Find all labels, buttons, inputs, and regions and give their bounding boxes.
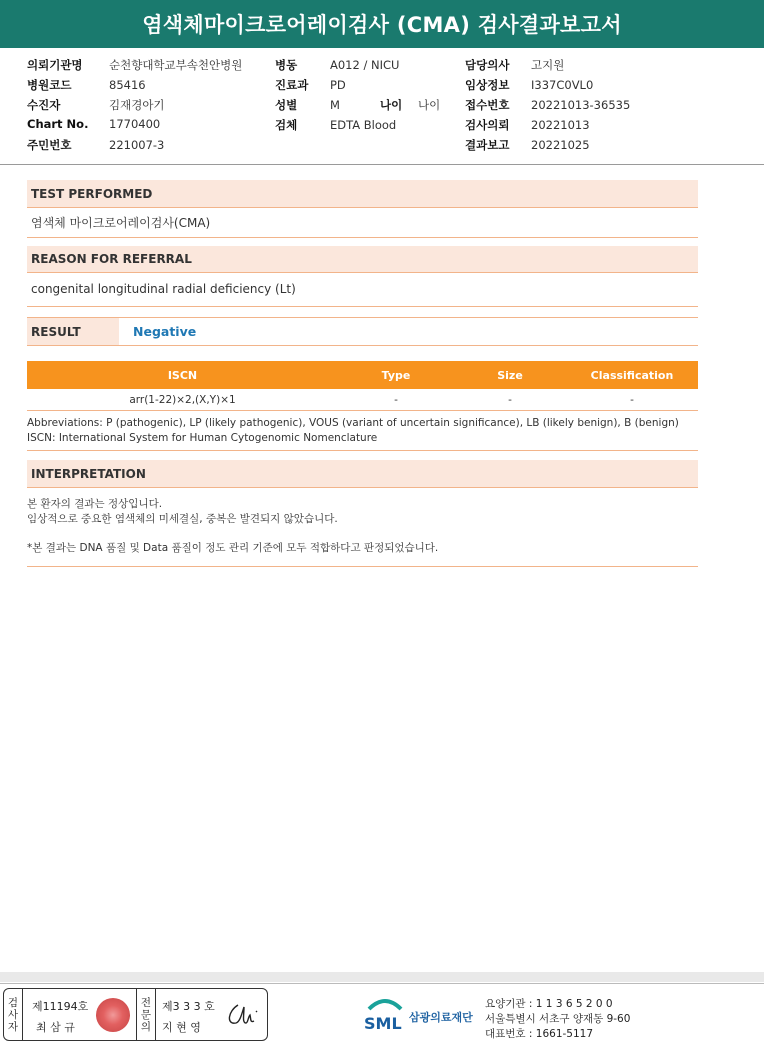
col-header-iscn: ISCN <box>167 368 198 382</box>
org-name: 삼광의료재단 <box>409 1011 473 1024</box>
field-label: 의뢰기관명 <box>27 58 83 72</box>
field-label: 수진자 <box>27 98 61 112</box>
result-value: Negative <box>133 324 197 339</box>
examiner-label-char: 사 <box>7 1008 19 1021</box>
col-header-size: Size <box>497 368 523 382</box>
age-label: 나이 <box>380 98 403 112</box>
specialist-name: 지 현 영 <box>162 1021 201 1034</box>
clinical-info: I337C0VL0 <box>531 78 594 92</box>
resident-number: 221007-3 <box>109 138 165 152</box>
field-label: 성별 <box>275 98 298 112</box>
accession-number: 20221013-36535 <box>531 98 631 112</box>
org-institution-code: 요양기관 : 1 1 3 6 5 2 0 0 <box>485 998 613 1010</box>
divider <box>27 306 698 307</box>
divider <box>27 410 698 411</box>
specialist-license: 제3 3 3 호 <box>162 1000 215 1013</box>
cnv-table-header <box>27 361 698 389</box>
footer-band <box>0 972 764 982</box>
report-title: 염색체마이크로어레이검사 (CMA) 검사결과보고서 <box>0 0 764 48</box>
interpretation-line: 임상적으로 중요한 염색체의 미세결실, 중복은 발견되지 않았습니다. <box>27 513 338 525</box>
section-header-test-performed: TEST PERFORMED <box>27 180 698 208</box>
sex: M <box>330 98 340 112</box>
cell-type: - <box>394 394 398 406</box>
hospital-name: 순천향대학교부속천안병원 <box>109 58 243 72</box>
quality-note: *본 결과는 DNA 품질 및 Data 품질이 정도 관리 기준에 모두 적합하다고 판정되었습니다. <box>27 542 439 554</box>
specimen: EDTA Blood <box>330 118 397 132</box>
specialist-label <box>136 989 156 1040</box>
sml-logo-icon <box>363 995 407 1035</box>
logo-text: SML <box>364 1014 402 1033</box>
field-label: 담당의사 <box>465 58 510 72</box>
col-header-type: Type <box>381 368 411 382</box>
divider <box>27 566 698 567</box>
field-label: 주민번호 <box>27 138 72 152</box>
field-label: Chart No. <box>27 117 89 131</box>
field-label: 진료과 <box>275 78 309 92</box>
doctor: 고지원 <box>531 58 565 72</box>
ward: A012 / NICU <box>330 58 400 72</box>
info-col-doctor <box>465 57 630 157</box>
examiner-label <box>4 989 23 1040</box>
header-divider <box>0 164 764 165</box>
col-header-classification: Classification <box>590 368 674 382</box>
field-label: 병동 <box>275 58 298 72</box>
department: PD <box>330 78 346 92</box>
age-value: 나이 <box>418 98 441 112</box>
divider <box>27 450 698 451</box>
section-header-reason: REASON FOR REFERRAL <box>27 246 698 273</box>
seal-stamp-icon <box>96 998 130 1032</box>
cell-classification: - <box>630 394 634 406</box>
footer-divider <box>0 983 764 984</box>
section-header-interpretation: INTERPRETATION <box>27 460 698 488</box>
reason-value: congenital longitudinal radial deficiency (Lt) <box>31 282 296 296</box>
hospital-code: 85416 <box>109 78 146 92</box>
cell-size: - <box>508 394 512 406</box>
field-label: 병원코드 <box>27 78 72 92</box>
specialist-label-char: 문 <box>140 1008 152 1021</box>
examiner-label-char: 자 <box>7 1020 19 1033</box>
field-label: 임상정보 <box>465 78 510 92</box>
test-performed-value: 염색체 마이크로어레이검사(CMA) <box>31 216 211 230</box>
info-col-hospital <box>27 57 242 157</box>
specialist-label-char: 전 <box>140 996 152 1009</box>
info-col-ward <box>275 57 440 137</box>
cell-iscn: arr(1-22)×2,(X,Y)×1 <box>129 394 236 406</box>
examiner-label-char: 검 <box>7 996 19 1009</box>
divider <box>27 237 698 238</box>
field-label: 결과보고 <box>465 138 510 152</box>
field-label: 접수번호 <box>465 98 510 112</box>
result-label: RESULT <box>27 318 119 345</box>
abbreviations-text: Abbreviations: P (pathogenic), LP (likely pathogenic), VOUS (variant of uncertain significance), LB (likely benign), B (benign) <box>27 417 679 429</box>
request-date: 20221013 <box>531 118 590 132</box>
org-address: 서울특별시 서초구 양재동 9-60 <box>485 1013 631 1025</box>
interpretation-line: 본 환자의 결과는 정상입니다. <box>27 498 163 510</box>
signature-icon <box>224 1001 262 1029</box>
table-row <box>27 390 698 410</box>
examiner-license: 제11194호 <box>32 1000 89 1013</box>
chart-number: 1770400 <box>109 117 161 131</box>
specialist-label-char: 의 <box>140 1020 152 1033</box>
org-phone: 대표번호 : 1661-5117 <box>485 1028 594 1040</box>
patient-name: 김재경아기 <box>109 98 165 112</box>
field-label: 검사의뢰 <box>465 118 510 132</box>
divider <box>27 345 698 346</box>
iscn-definition-text: ISCN: International System for Human Cytogenomic Nomenclature <box>27 432 378 444</box>
examiner-name: 최 삼 규 <box>36 1021 75 1034</box>
signature-box <box>3 988 268 1041</box>
field-label: 검체 <box>275 118 298 132</box>
report-date: 20221025 <box>531 138 590 152</box>
